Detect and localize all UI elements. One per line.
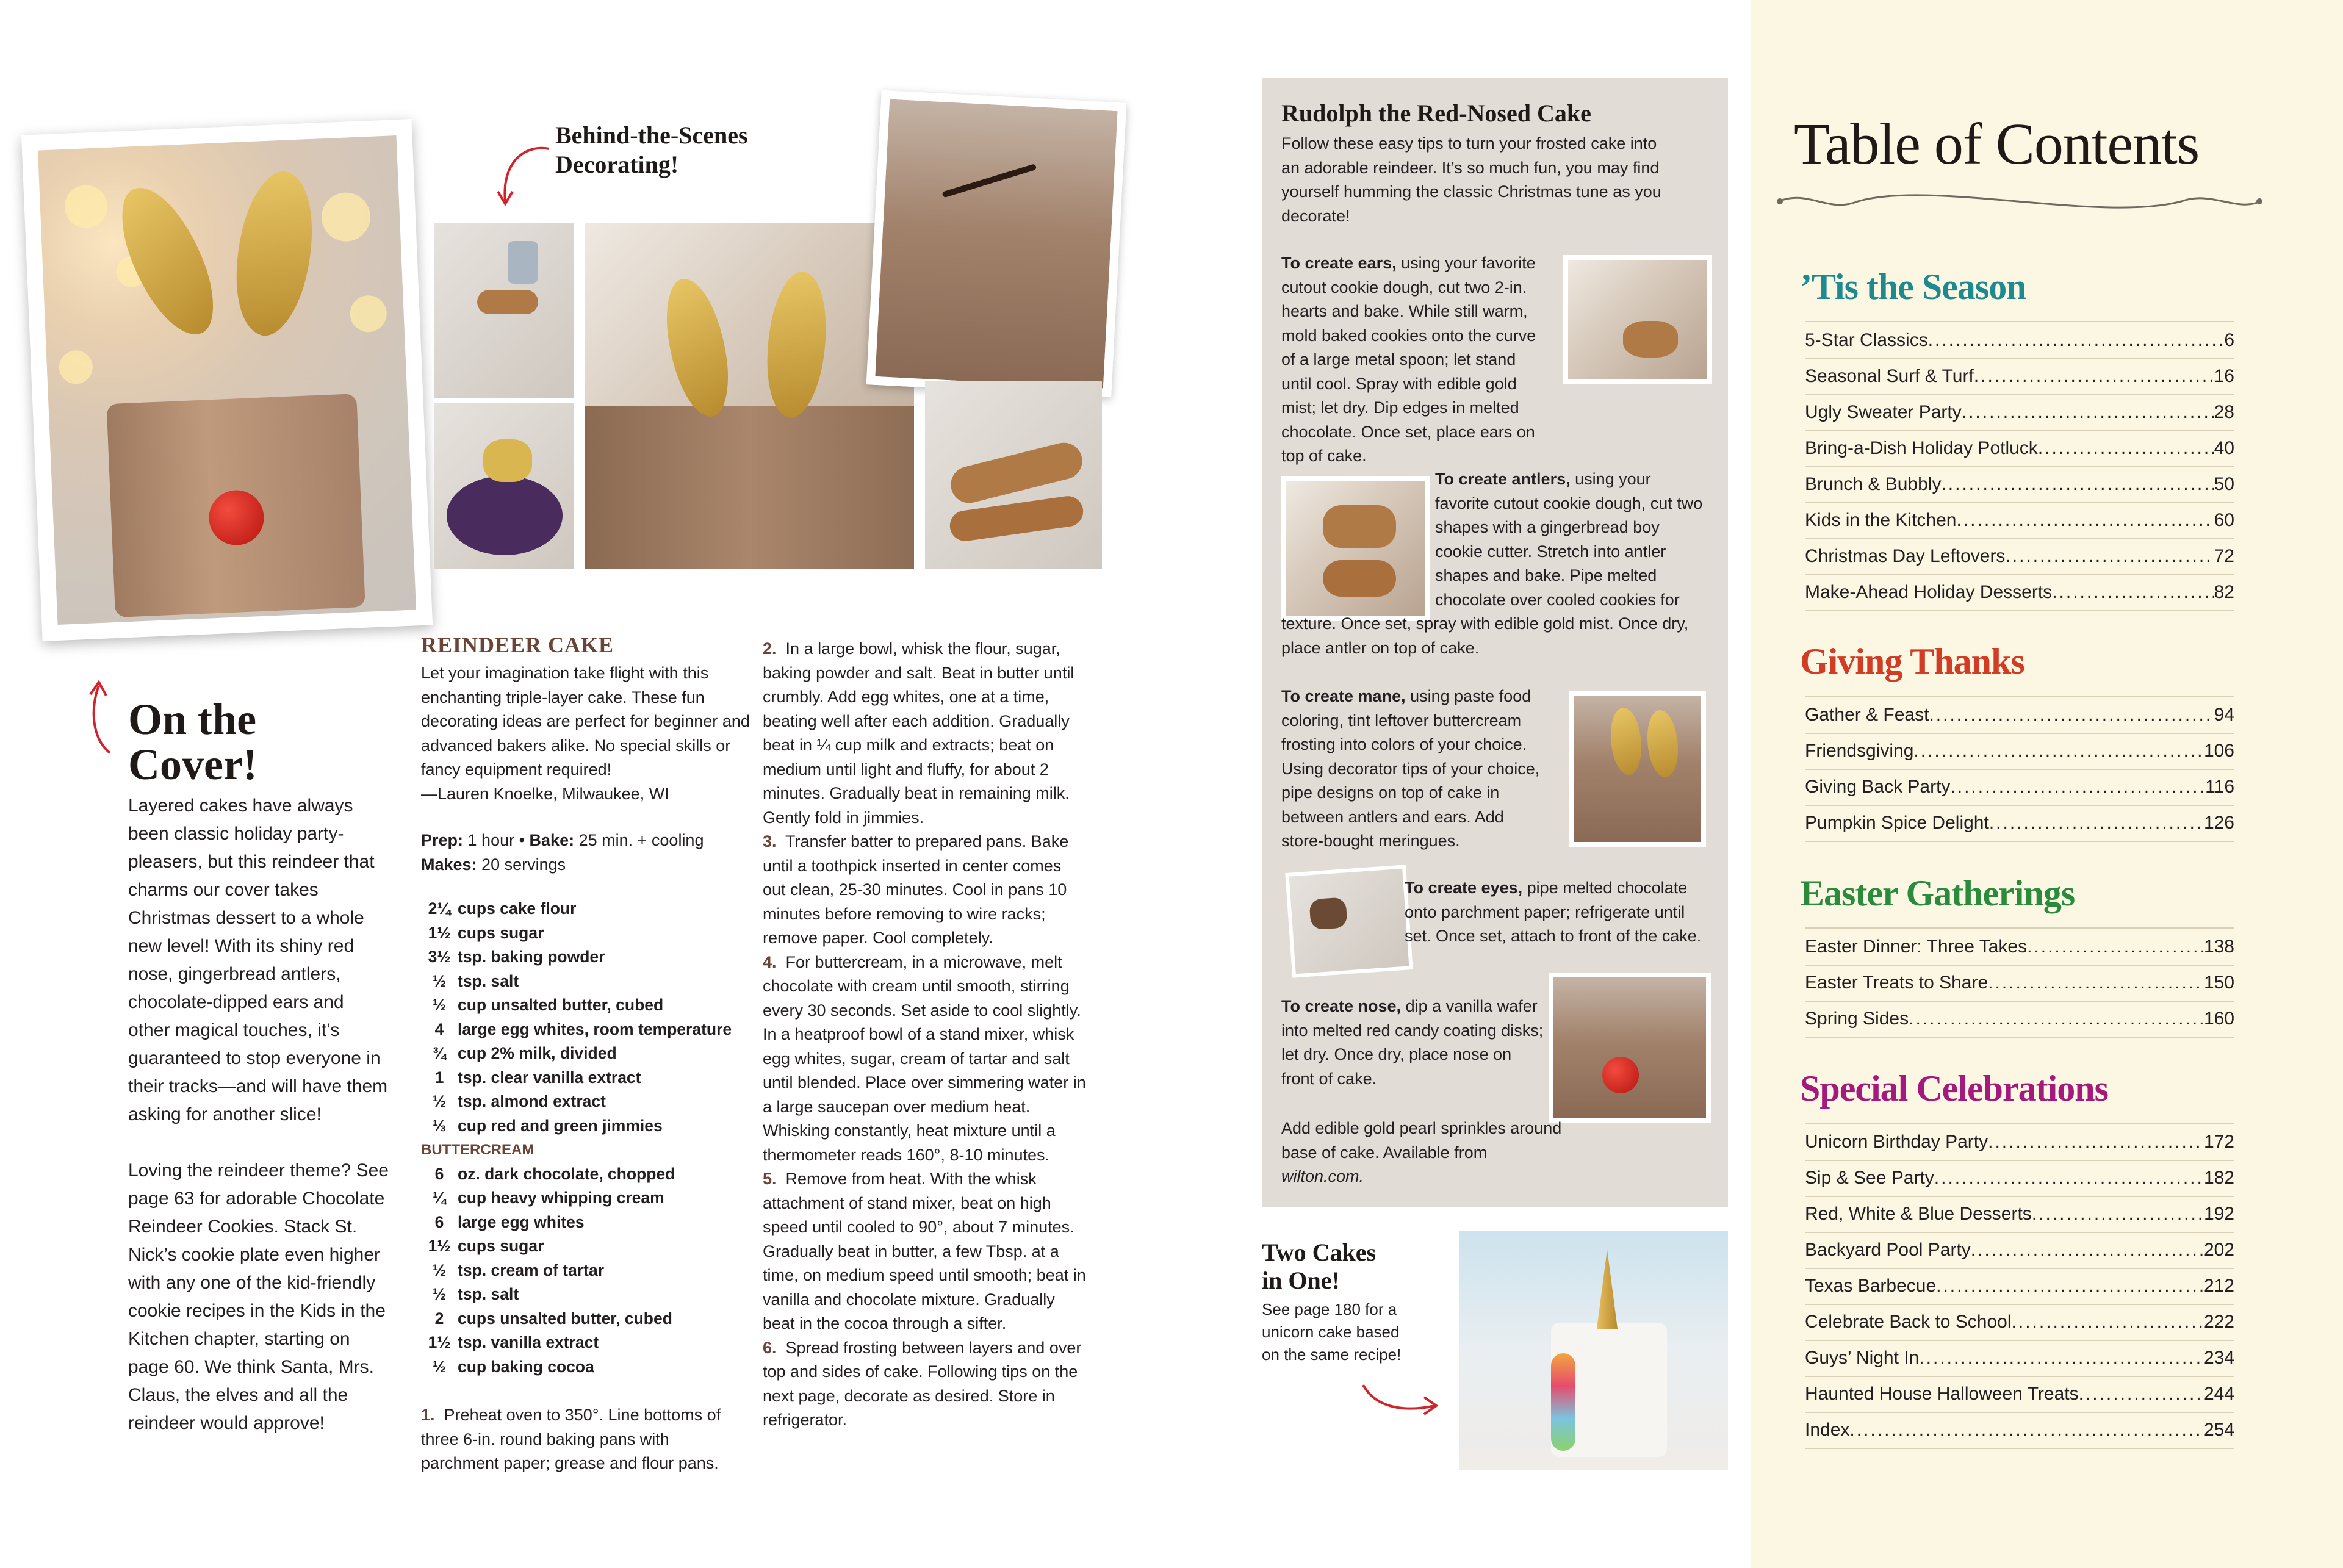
toc-entry-title: Ugly Sweater Party bbox=[1805, 402, 1962, 422]
toc-entry-leader bbox=[1989, 805, 2204, 841]
buttercream-label: BUTTERCREAM bbox=[421, 1142, 534, 1158]
recipe-step-1 bbox=[421, 1403, 732, 1476]
antlers-text: using your favorite cutout cookie dough, cut two shapes with a gingerbread boy cookie cutter. Stretch into antler shapes and bake. Pipe melted chocolate over cooled cookies for texture. Once set, spray with edible gold mist. Once dry, place antler on top of cake. bbox=[1281, 470, 1703, 657]
ingredient-quantity: 2 bbox=[434, 1309, 444, 1328]
toc-entry-leader bbox=[2032, 1196, 2204, 1232]
ears-photo bbox=[1563, 255, 1712, 384]
toc-entry-title: 5-Star Classics bbox=[1805, 330, 1928, 350]
recipe-times bbox=[421, 829, 750, 877]
toc-entry-leader bbox=[1936, 1268, 2204, 1304]
two-cakes-text: See page 180 for a unicorn cake based on the same recipe! bbox=[1262, 1300, 1402, 1364]
recipe-step-5 bbox=[763, 1167, 1086, 1336]
toc-entry[interactable] bbox=[1805, 358, 2234, 394]
toc-entry-title: Spring Sides bbox=[1805, 1009, 1909, 1029]
cover-paragraph-1: Layered cakes have always been classic holiday party-pleasers, but this reindeer that charms our cover takes Christmas dessert to a whole new level! With its shiny red nose, gingerbread antlers, chocolate-dipped ears and other magical touches, it’s guaranteed to stop everyone in their tracks—and will have them asking for another slice! bbox=[128, 796, 388, 1124]
eyes-text: pipe melted chocolate onto parchment paper; refrigerate until set. Once set, attach to front of the cake. bbox=[1405, 879, 1702, 945]
ingredient-row bbox=[421, 1331, 750, 1355]
toc-entry-page: 126 bbox=[2203, 813, 2234, 833]
ingredient-quantity: ½ bbox=[432, 1285, 447, 1303]
toc-entry-page: 82 bbox=[2214, 582, 2234, 602]
toc-entry-title: Kids in the Kitchen bbox=[1805, 510, 1957, 530]
flourish-divider-icon bbox=[1773, 183, 2267, 220]
toc-entry[interactable] bbox=[1805, 1124, 2234, 1160]
sidebar-nose bbox=[1281, 994, 1544, 1091]
toc-entry-rule bbox=[1805, 1037, 2234, 1038]
toc-entry[interactable] bbox=[1805, 697, 2234, 733]
ingredient-name: tsp. baking powder bbox=[458, 948, 605, 966]
ingredient-row bbox=[421, 969, 750, 994]
sidebar-intro: Follow these easy tips to turn your frosted cake into an adorable reindeer. It’s so much fun, you may find yourself humming the classic Christmas tune as you decorate! bbox=[1281, 134, 1661, 225]
process-photo-spray bbox=[434, 223, 574, 398]
toc-entry[interactable] bbox=[1805, 394, 2234, 430]
toc-entry-title: Haunted House Halloween Treats bbox=[1805, 1384, 2079, 1404]
toc-entry-page: 244 bbox=[2203, 1384, 2234, 1404]
toc-entry-leader bbox=[1919, 1340, 2204, 1376]
toc-entry-title: Christmas Day Leftovers bbox=[1805, 546, 2006, 566]
toc-entry-title: Make-Ahead Holiday Desserts bbox=[1805, 582, 2053, 602]
ingredient-name: tsp. salt bbox=[458, 1285, 519, 1303]
toc-entry[interactable] bbox=[1805, 769, 2234, 805]
ingredient-quantity: 2¼ bbox=[428, 899, 451, 918]
toc-entry[interactable] bbox=[1805, 1160, 2234, 1196]
toc-section-heading: Special Celebrations bbox=[1800, 1068, 2108, 1109]
toc-entry-leader bbox=[1988, 965, 2204, 1001]
ingredient-name: tsp. almond extract bbox=[458, 1092, 606, 1110]
process-photo-antlers bbox=[585, 223, 914, 569]
ingredient-quantity: 4 bbox=[434, 1020, 444, 1038]
toc-entry[interactable] bbox=[1805, 574, 2234, 610]
toc-entry-leader bbox=[1929, 697, 2214, 733]
recipe-step-6 bbox=[763, 1336, 1086, 1433]
ingredient-name: cups sugar bbox=[458, 1237, 544, 1255]
toc-entry-page: 116 bbox=[2205, 777, 2234, 797]
ingredient-name: cup baking cocoa bbox=[458, 1357, 594, 1376]
mane-text: using paste food coloring, tint leftover buttercream frosting into colors of your choice. Using decorator tips of your choice, pipe designs on top of cake in between antlers and ears. Add store-bought meringues. bbox=[1281, 687, 1540, 850]
toc-entry-page: 40 bbox=[2214, 438, 2234, 458]
toc-entry-title: Unicorn Birthday Party bbox=[1805, 1132, 1988, 1152]
ingredient-row bbox=[421, 897, 750, 921]
ingredient-name: cups unsalted butter, cubed bbox=[458, 1309, 672, 1328]
toc-entry-rule bbox=[1805, 1448, 2234, 1449]
toc-entry-page: 222 bbox=[2203, 1312, 2234, 1332]
toc-entry-page: 60 bbox=[2214, 510, 2234, 530]
step-text: In a large bowl, whisk the flour, sugar, baking powder and salt. Beat in butter until crumbly. Add egg whites, one at a time, beating well after each addition. Gradually beat in ¼ cup milk and extracts; beat on medium until light and fluffy, for about 2 minutes. Gradually beat in remaining milk. Gently fold in jimmies. bbox=[763, 639, 1074, 827]
recipe-author: —Lauren Knoelke, Milwaukee, WI bbox=[421, 784, 669, 803]
ingredient-quantity: 1 bbox=[434, 1068, 444, 1087]
process-photo-dip bbox=[434, 403, 574, 569]
recipe-step-3 bbox=[763, 830, 1086, 951]
toc-entry[interactable] bbox=[1805, 1376, 2234, 1412]
toc-entry-page: 106 bbox=[2203, 741, 2234, 761]
toc-section-heading: ’Tis the Season bbox=[1800, 267, 2026, 307]
makes-value: 20 servings bbox=[477, 855, 566, 874]
toc-entry-title: Friendsgiving bbox=[1805, 741, 1914, 761]
step-text: Spread frosting between layers and over top and sides of cake. Following tips on the next page, decorate as desired. Store in refrigerator. bbox=[763, 1338, 1082, 1429]
toc-entry[interactable] bbox=[1805, 965, 2234, 1001]
toc-entry[interactable] bbox=[1805, 1304, 2234, 1340]
step-number: 6. bbox=[763, 1338, 777, 1357]
bake-value: 25 min. + cooling bbox=[574, 831, 704, 849]
toc-entry[interactable] bbox=[1805, 805, 2234, 841]
toc-section-heading: Giving Thanks bbox=[1800, 641, 2024, 682]
toc-entry-title: Seasonal Surf & Turf bbox=[1805, 366, 1974, 386]
ingredient-name: oz. dark chocolate, chopped bbox=[458, 1164, 675, 1183]
toc-entry-title: Index bbox=[1805, 1420, 1850, 1440]
ingredient-quantity: ⅓ bbox=[432, 1116, 447, 1135]
toc-entry-page: 192 bbox=[2203, 1204, 2234, 1224]
nose-text: dip a vanilla wafer into melted red candy coating disks; let dry. Once dry, place nose on front of cake. bbox=[1281, 997, 1544, 1088]
toc-entry-page: 150 bbox=[2203, 973, 2234, 993]
ears-label: To create ears, bbox=[1281, 254, 1397, 272]
cover-paragraph-2: Loving the reindeer theme? See page 63 for adorable Chocolate Reindeer Cookies. Stack St. Nick’s cookie plate even higher with any one of the kid-friendly cookie recipes in the Kids in the Kitchen chapter, starting on page 60. We think Santa, Mrs. Claus, the elves and all the reindeer would approve! bbox=[128, 1160, 389, 1433]
toc-entry-title: Giving Back Party bbox=[1805, 777, 1951, 797]
ingredient-quantity: ½ bbox=[432, 1261, 447, 1279]
ingredient-quantity: ¾ bbox=[432, 1044, 447, 1062]
ingredient-name: cups sugar bbox=[458, 923, 544, 942]
toc-entry-leader bbox=[1962, 394, 2214, 430]
toc-entry[interactable] bbox=[1805, 733, 2234, 769]
two-cakes-line1: Two Cakes bbox=[1262, 1239, 1377, 1266]
toc-entry-title: Celebrate Back to School bbox=[1805, 1312, 2012, 1332]
ingredient-row bbox=[421, 1259, 750, 1283]
ingredient-name: large egg whites, room temperature bbox=[458, 1020, 732, 1038]
toc-entry-page: 138 bbox=[2203, 937, 2234, 957]
recipe-step-4 bbox=[763, 951, 1086, 1168]
ingredient-row bbox=[421, 1090, 750, 1114]
ingredient-quantity: ½ bbox=[432, 971, 447, 990]
ingredient-list bbox=[421, 897, 750, 1379]
ingredient-row bbox=[421, 1355, 750, 1379]
toc-entry[interactable] bbox=[1805, 466, 2234, 502]
toc-entry[interactable] bbox=[1805, 502, 2234, 538]
toc-entry-page: 50 bbox=[2214, 474, 2234, 494]
makes-label: Makes: bbox=[421, 855, 477, 874]
recipe-intro bbox=[421, 661, 750, 806]
ingredient-quantity: 1½ bbox=[428, 1237, 451, 1255]
step-text: Transfer batter to prepared pans. Bake until a toothpick inserted in center comes out clean, 25-30 minutes. Cool in pans 10 minutes before removing to wire racks; remove paper. Cool completely. bbox=[763, 832, 1069, 947]
unicorn-cake-photo bbox=[1459, 1231, 1728, 1470]
process-photo-cookies bbox=[925, 381, 1102, 569]
step-text: Remove from heat. With the whisk attachment of stand mixer, beat on high speed until cooled to 90°, about 7 minutes. Gradually beat in butter, a few Tbsp. at a time, on medium speed until smooth; beat in vanilla and chocolate mixture. Gradually beat in the cocoa through a sifter. bbox=[763, 1170, 1086, 1332]
ingredient-row bbox=[421, 1018, 750, 1042]
ingredient-quantity: ½ bbox=[432, 1092, 447, 1110]
toc-entry[interactable] bbox=[1805, 1196, 2234, 1232]
ingredient-row bbox=[421, 1186, 750, 1210]
ingredient-name: cups cake flour bbox=[458, 899, 577, 918]
toc-entry-leader bbox=[2038, 430, 2214, 466]
ingredient-quantity: 6 bbox=[434, 1212, 444, 1231]
toc-entry-leader bbox=[2079, 1376, 2204, 1412]
toc-entry-title: Sip & See Party bbox=[1805, 1168, 1934, 1188]
nose-photo bbox=[1549, 973, 1711, 1123]
ingredient-quantity: 3½ bbox=[428, 948, 451, 966]
step-number: 5. bbox=[763, 1170, 777, 1188]
cover-title-line2: Cover! bbox=[128, 740, 257, 789]
ingredient-row bbox=[421, 1114, 750, 1138]
toc-entry-leader bbox=[1849, 1412, 2204, 1448]
sidebar-ears bbox=[1281, 251, 1550, 469]
toc-entry-leader bbox=[1974, 358, 2214, 394]
step-text: For buttercream, in a microwave, melt chocolate with cream until smooth, stirring every 30 seconds. Set aside to cool slightly. In a heatproof bowl of a stand mixer, whisk egg whites, sugar, cream of tartar and salt until blended. Place over simmering water in a large saucepan over medium heat. Whisking constantly, heat mixture until a thermometer reads 160°, 8-10 minutes. bbox=[763, 952, 1086, 1164]
sidebar-title: Rudolph the Red-Nosed Cake bbox=[1281, 99, 1591, 127]
toc-entry[interactable] bbox=[1805, 430, 2234, 466]
toc-entry-page: 182 bbox=[2203, 1168, 2234, 1188]
toc-entry-page: 72 bbox=[2214, 546, 2234, 566]
toc-entry[interactable] bbox=[1805, 929, 2234, 965]
ears-text: using your favorite cutout cookie dough, cut two 2-in. hearts and bake. While still warm, mold baked cookies onto the curve of a large metal spoon; let stand until cool. Spray with edible gold mist; let dry. Dip edges in melted chocolate. Once set, place ears on top of cake. bbox=[1281, 254, 1536, 465]
toc-entry[interactable] bbox=[1805, 1232, 2234, 1268]
toc-entry-page: 94 bbox=[2214, 705, 2234, 725]
ingredient-name: tsp. salt bbox=[458, 971, 519, 990]
cover-body bbox=[128, 792, 390, 1466]
ingredient-name: cup unsalted butter, cubed bbox=[458, 996, 664, 1014]
toc-entry-title: Guys’ Night In bbox=[1805, 1348, 1920, 1368]
ingredient-row bbox=[421, 1282, 750, 1307]
eyes-photo bbox=[1285, 865, 1413, 977]
toc-entry-page: 212 bbox=[2203, 1276, 2234, 1296]
bake-label: Bake: bbox=[529, 831, 575, 849]
ingredient-quantity: ½ bbox=[432, 1357, 447, 1376]
toc-entry-page: 6 bbox=[2224, 330, 2234, 350]
two-cakes-line2: in One! bbox=[1262, 1267, 1340, 1294]
cover-photo bbox=[21, 119, 433, 641]
step-number: 1. bbox=[421, 1406, 435, 1424]
toc-entry-leader bbox=[1950, 769, 2205, 805]
sidebar-eyes bbox=[1405, 876, 1716, 949]
sidebar-mane bbox=[1281, 685, 1550, 854]
toc-entry[interactable] bbox=[1805, 1001, 2234, 1037]
toc-entry-rule bbox=[1805, 610, 2234, 611]
toc-entry-leader bbox=[1988, 1124, 2204, 1160]
mane-label: To create mane, bbox=[1281, 687, 1406, 705]
ingredient-row bbox=[421, 1234, 750, 1259]
ingredient-row bbox=[421, 945, 750, 969]
sidebar-outro bbox=[1281, 1117, 1562, 1189]
sidebar-antlers bbox=[1281, 467, 1708, 660]
antlers-label: To create antlers, bbox=[1435, 470, 1571, 488]
two-cakes-title bbox=[1262, 1239, 1376, 1295]
toc-entry-title: Brunch & Bubbly bbox=[1805, 474, 1942, 494]
toc-entry-page: 28 bbox=[2214, 402, 2234, 422]
toc-entry-title: Bring-a-Dish Holiday Potluck bbox=[1805, 438, 2038, 458]
ingredient-name: tsp. cream of tartar bbox=[458, 1261, 605, 1279]
eyes-label: To create eyes, bbox=[1405, 879, 1523, 897]
ingredient-row bbox=[421, 1307, 750, 1331]
toc-entry[interactable] bbox=[1805, 538, 2234, 574]
recipe-intro-text: Let your imagination take flight with this enchanting triple-layer cake. These fun decorating ideas are perfect for beginner and advanced bakers alike. No special skills or fancy equipment required! bbox=[421, 664, 750, 779]
behind-scenes-line2: Decorating! bbox=[555, 151, 679, 178]
toc-entry[interactable] bbox=[1805, 1412, 2234, 1448]
toc-entry[interactable] bbox=[1805, 1268, 2234, 1304]
prep-value: 1 hour • bbox=[463, 831, 530, 849]
ingredient-name: cup red and green jimmies bbox=[458, 1116, 663, 1135]
wilton-link[interactable]: wilton.com. bbox=[1281, 1167, 1364, 1185]
toc-entry-leader bbox=[1941, 466, 2214, 502]
ingredient-quantity: 1½ bbox=[428, 1333, 451, 1351]
ingredient-row bbox=[421, 1162, 750, 1187]
toc-entry-page: 172 bbox=[2203, 1132, 2234, 1152]
step-number: 4. bbox=[763, 952, 777, 971]
recipe-steps-column bbox=[763, 637, 1086, 1433]
ingredient-quantity: 1½ bbox=[428, 923, 451, 942]
ingredient-row bbox=[421, 1210, 750, 1235]
step-text: Preheat oven to 350°. Line bottoms of three 6-in. round baking pans with parchment paper; grease and flour pans. bbox=[421, 1406, 721, 1472]
ingredient-row bbox=[421, 1041, 750, 1066]
ingredient-row bbox=[421, 1066, 750, 1090]
ingredient-name: tsp. clear vanilla extract bbox=[458, 1068, 641, 1087]
toc-entry-leader bbox=[1913, 733, 2204, 769]
step-number: 2. bbox=[763, 639, 777, 658]
toc-entry-leader bbox=[2012, 1304, 2204, 1340]
toc-title: Table of Contents bbox=[1794, 111, 2200, 176]
toc-entry-leader bbox=[1971, 1232, 2204, 1268]
cover-title bbox=[128, 697, 257, 787]
toc-entry-leader bbox=[1956, 502, 2214, 538]
toc-section-heading: Easter Gatherings bbox=[1800, 873, 2075, 913]
toc-entry-leader bbox=[1928, 322, 2225, 358]
toc-entry-leader bbox=[2005, 538, 2214, 574]
nose-label: To create nose, bbox=[1281, 997, 1402, 1015]
recipe-step-2 bbox=[763, 637, 1086, 830]
toc-entry-rule bbox=[1805, 841, 2234, 842]
curved-arrow-up-icon bbox=[85, 677, 122, 757]
curved-arrow-icon bbox=[488, 138, 555, 211]
ingredient-name: cup heavy whipping cream bbox=[458, 1189, 664, 1207]
ingredient-quantity: ¼ bbox=[432, 1189, 447, 1207]
behind-scenes-heading bbox=[555, 121, 748, 179]
recipe-title: REINDEER CAKE bbox=[421, 633, 614, 657]
outro-text: Add edible gold pearl sprinkles around base of cake. Available from bbox=[1281, 1119, 1562, 1162]
toc-entry-page: 234 bbox=[2203, 1348, 2234, 1368]
toc-entry[interactable] bbox=[1805, 1340, 2234, 1376]
toc-entry-title: Gather & Feast bbox=[1805, 705, 1929, 725]
toc-entry-title: Backyard Pool Party bbox=[1805, 1240, 1971, 1260]
ingredient-quantity: 6 bbox=[434, 1164, 444, 1183]
cover-title-line1: On the bbox=[128, 695, 257, 744]
ingredient-name: tsp. vanilla extract bbox=[458, 1333, 599, 1351]
ingredient-name: cup 2% milk, divided bbox=[458, 1044, 617, 1062]
ingredient-name: large egg whites bbox=[458, 1212, 585, 1231]
toc-entry-leader bbox=[1934, 1160, 2204, 1196]
toc-entry[interactable] bbox=[1805, 322, 2234, 358]
toc-entry-title: Pumpkin Spice Delight bbox=[1805, 813, 1989, 833]
toc-entry-page: 16 bbox=[2214, 366, 2234, 386]
toc-entry-title: Easter Dinner: Three Takes bbox=[1805, 937, 2028, 957]
curved-arrow-right-icon bbox=[1358, 1367, 1444, 1422]
ingredient-row bbox=[421, 921, 750, 946]
toc-entry-page: 254 bbox=[2203, 1420, 2234, 1440]
ingredient-row bbox=[421, 993, 750, 1018]
step-number: 3. bbox=[763, 832, 777, 851]
mane-photo bbox=[1569, 691, 1706, 847]
toc-entry-title: Texas Barbecue bbox=[1805, 1276, 1937, 1296]
toc-entry-title: Easter Treats to Share bbox=[1805, 973, 1988, 993]
toc-entry-leader bbox=[2027, 929, 2204, 965]
toc-entry-leader bbox=[2052, 574, 2214, 610]
process-photo-eyes bbox=[866, 90, 1127, 397]
behind-scenes-line1: Behind-the-Scenes bbox=[555, 121, 748, 149]
ingredient-quantity: ½ bbox=[432, 996, 447, 1014]
toc-entry-page: 202 bbox=[2203, 1240, 2234, 1260]
toc-entry-title: Red, White & Blue Desserts bbox=[1805, 1204, 2032, 1224]
toc-entry-leader bbox=[1909, 1001, 2204, 1037]
prep-label: Prep: bbox=[421, 831, 464, 849]
toc-entry-page: 160 bbox=[2203, 1009, 2234, 1029]
